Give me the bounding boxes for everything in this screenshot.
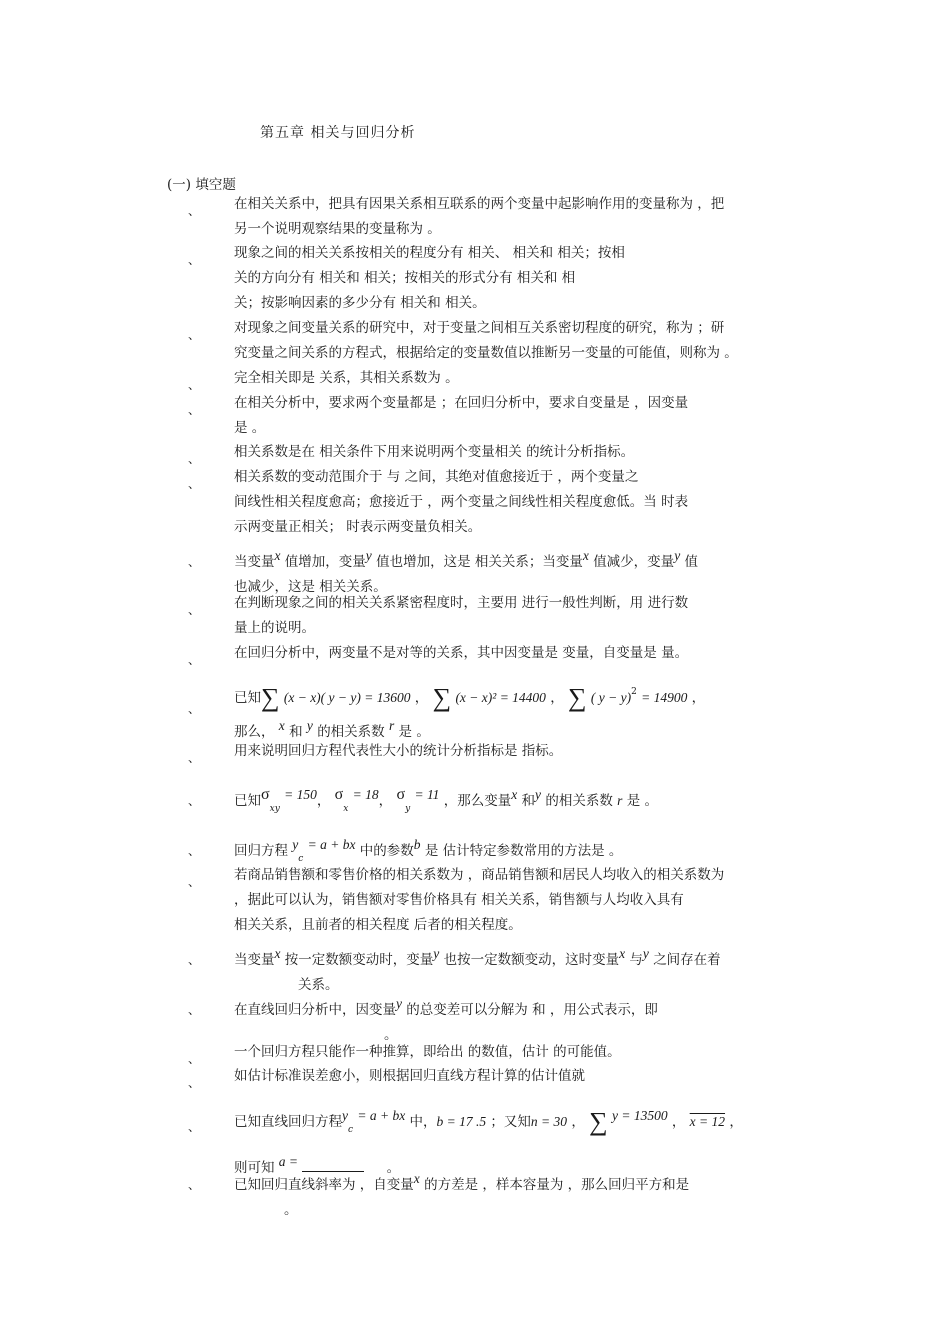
bullet: 、 <box>188 1178 201 1192</box>
variable-r: r <box>617 793 623 808</box>
question-text: 在直线回归分析中，因变量 <box>234 1002 396 1018</box>
question-text: 间线性相关程度愈高；愈接近于 ，两个变量之间线性相关程度愈低。当 时表 <box>234 494 689 510</box>
formula: x = 12 <box>689 1114 726 1129</box>
question-text: 已知直线回归方程 <box>234 1114 342 1130</box>
question-text: 是 。 <box>626 793 658 809</box>
formula: = 14900 <box>641 690 688 705</box>
question-text: 在相关分析中，要求两个变量都是 ；在回归分析中，要求自变量是 ，因变量 <box>234 395 689 411</box>
subscript: c <box>298 854 304 864</box>
question-text: 在相关关系中，把具有因果关系相互联系的两个变量中起影响作用的变量称为 ，把 <box>234 196 725 212</box>
sigma-symbol: σ <box>396 786 406 803</box>
bullet: 、 <box>188 653 201 667</box>
variable-x: x <box>274 548 281 563</box>
question-text: 示两变量正相关； 时表示两变量负相关。 <box>234 519 482 535</box>
formula: = 150 <box>284 787 317 802</box>
question-text: 按一定数额变动时，变量 <box>284 952 434 968</box>
question-text: 。 <box>386 1160 401 1176</box>
question-text: 关的方向分有 相关和 相关；按相关的形式分有 相关和 相 <box>234 270 576 286</box>
question-text: ，据此可以认为，销售额对零售价格具有 相关关系，销售额与人均收入具有 <box>234 892 684 908</box>
question-text: 当变量 <box>234 952 275 968</box>
bullet: 、 <box>188 452 201 466</box>
question-text: 和 <box>289 724 303 740</box>
bullet: 、 <box>188 875 201 889</box>
question-text: 当变量 <box>234 554 275 570</box>
subscript: c <box>348 1125 354 1135</box>
variable-y: y <box>306 718 313 733</box>
bullet: 、 <box>188 477 201 491</box>
question-text: 的总变差可以分解为 和 ，用公式表示，即 <box>406 1002 658 1018</box>
bullet: 、 <box>188 794 201 808</box>
question-text: 的相关系数 <box>545 793 613 809</box>
question-text: 值增加，变量 <box>284 554 366 570</box>
question-text: 与 <box>629 952 643 968</box>
question-text: 那么， <box>234 724 275 740</box>
variable-x: x <box>274 946 281 961</box>
variable-y: y <box>535 787 542 802</box>
question-text: 若商品销售额和零售价格的相关系数为 ，商品销售额和居民人均收入的相关系数为 <box>234 867 725 883</box>
bullet: 、 <box>188 702 201 716</box>
question-text: 和 <box>521 793 536 809</box>
question-text: 量上的说明。 <box>234 620 315 636</box>
variable-y: y <box>433 946 440 961</box>
subscript: x <box>343 804 349 814</box>
formula: n = 30 <box>530 1114 568 1129</box>
variable-r: r <box>388 718 395 733</box>
variable-y: y <box>674 548 681 563</box>
variable-x: x <box>413 1171 420 1186</box>
bullet: 、 <box>188 378 201 392</box>
question-text: 的相关系数 <box>317 724 385 740</box>
variable-y: y <box>642 946 649 961</box>
question-text: 也按一定数额变动，这时变量 <box>443 952 620 968</box>
question-text: 值减少，变量 <box>593 554 675 570</box>
bullet: 、 <box>188 1120 201 1134</box>
bullet: 、 <box>188 603 201 617</box>
question-text: 中， <box>409 1114 437 1130</box>
formula: ( y − y) <box>590 690 632 705</box>
bullet: 、 <box>188 253 201 267</box>
formula: y = 13500 <box>611 1108 668 1123</box>
question-text: 已知 <box>234 690 261 706</box>
question-text: 回归方程 <box>234 843 288 859</box>
question-text: 关；按影响因素的多少分有 相关和 相关。 <box>234 295 486 311</box>
variable-x: x <box>619 946 626 961</box>
question-text: 已知 <box>234 793 261 809</box>
separator: ， <box>729 1114 743 1130</box>
question-text: 相关系数的变动范围介于 与 之间，其绝对值愈接近于 ，两个变量之 <box>234 469 639 485</box>
question-text: 在判断现象之间的相关关系紧密程度时，主要用 进行一般性判断，用 进行数 <box>234 595 689 611</box>
formula: b = 17 .5 <box>436 1114 487 1129</box>
exponent: 2 <box>631 687 637 697</box>
formula: a = <box>278 1154 299 1169</box>
sum-symbol: ∑ <box>589 1107 608 1136</box>
variable-y: y <box>365 548 372 563</box>
question-text: 在回归分析中，两变量不是对等的关系，其中因变量是 变量，自变量是 量。 <box>234 645 689 661</box>
question-text: 之间存在着 <box>653 952 721 968</box>
page-title: 第五章 相关与回归分析 <box>260 125 416 141</box>
section-heading: (一) 填空题 <box>167 177 236 193</box>
question-text: 一个回归方程只能作一种推算，即给出 的数值，估计 的可能值。 <box>234 1044 621 1060</box>
formula: = a + bx <box>307 837 356 852</box>
question-text: 值 <box>684 554 698 570</box>
variable-y: y <box>342 1108 348 1123</box>
variable-x: x <box>582 548 589 563</box>
bullet: 、 <box>188 328 201 342</box>
bullet: 、 <box>188 555 201 569</box>
sum-symbol: ∑ <box>432 683 452 712</box>
formula: (x − x)² = 14400 <box>455 690 546 705</box>
question-text: 对现象之间变量关系的研究中，对于变量之间相互关系密切程度的研究，称为 ；研 <box>234 320 725 336</box>
question-text: 相关关系，且前者的相关程度 后者的相关程度。 <box>234 917 522 933</box>
bullet: 、 <box>188 1052 201 1066</box>
bullet: 、 <box>188 751 201 765</box>
subscript: y <box>405 804 411 814</box>
variable-x: x <box>278 718 285 733</box>
question-text: 已知回归直线斜率为 ，自变量 <box>234 1177 414 1193</box>
separator: ， <box>414 690 429 706</box>
formula: = 11 <box>414 787 440 802</box>
sum-symbol: ∑ <box>261 683 280 712</box>
question-text: 关系。 <box>298 977 339 993</box>
question-text: 是 估计特定参数常用的方法是 。 <box>424 843 623 859</box>
formula: (x − x)( y − y) = 13600 <box>283 690 411 705</box>
question-text: 值也增加，这是 相关关系；当变量 <box>376 554 583 570</box>
variable-y: y <box>292 837 299 852</box>
sum-symbol: ∑ <box>568 683 587 712</box>
question-text: 用来说明回归方程代表性大小的统计分析指标是 指标。 <box>234 743 563 759</box>
bullet: 、 <box>188 403 201 417</box>
question-text: ，那么变量 <box>443 793 512 809</box>
bullet: 、 <box>188 844 201 858</box>
bullet: 、 <box>188 1076 201 1090</box>
question-text: 现象之间的相关关系按相关的程度分有 相关、 相关和 相关；按相 <box>234 245 625 261</box>
variable-y: y <box>396 996 402 1011</box>
bullet: 、 <box>188 1003 201 1017</box>
separator: ， <box>671 1114 686 1130</box>
question-text: 相关系数是在 相关条件下用来说明两个变量相关 的统计分析指标。 <box>234 444 635 460</box>
question-text: 也减少，这是 相关关系。 <box>234 579 387 595</box>
question-text: 是 。 <box>234 420 266 436</box>
separator: ， <box>691 690 706 706</box>
question-text: 。 <box>384 1027 398 1043</box>
question-text: ；又知 <box>490 1114 531 1130</box>
variable-x: x <box>511 787 518 802</box>
question-text: 另一个说明观察结果的变量称为 。 <box>234 221 441 237</box>
question-text: 中的参数 <box>359 843 414 859</box>
question-text: 的方差是 ，样本容量为 ，那么回归平方和是 <box>424 1177 690 1193</box>
question-text: 是 。 <box>398 724 430 740</box>
question-text: 。 <box>284 1202 298 1218</box>
formula: = a + bx <box>357 1108 406 1123</box>
question-text: 完全相关即是 关系，其相关系数为 。 <box>234 370 459 386</box>
variable-b: b <box>413 837 421 852</box>
separator: ， <box>571 1114 585 1130</box>
sigma-symbol: σ <box>334 786 344 803</box>
sigma-symbol: σ <box>261 786 270 803</box>
question-text: 究变量之间关系的方程式，根据给定的变量数值以推断另一变量的可能值，则称为 。 <box>234 345 738 361</box>
separator: ， <box>550 690 564 706</box>
bullet: 、 <box>188 953 201 967</box>
question-text: 则可知 <box>234 1160 275 1176</box>
question-text: 如估计标准误差愈小，则根据回归直线方程计算的估计值就 <box>234 1068 585 1084</box>
formula: = 18 <box>352 787 379 802</box>
bullet: 、 <box>188 204 201 218</box>
subscript: xy <box>269 804 280 814</box>
